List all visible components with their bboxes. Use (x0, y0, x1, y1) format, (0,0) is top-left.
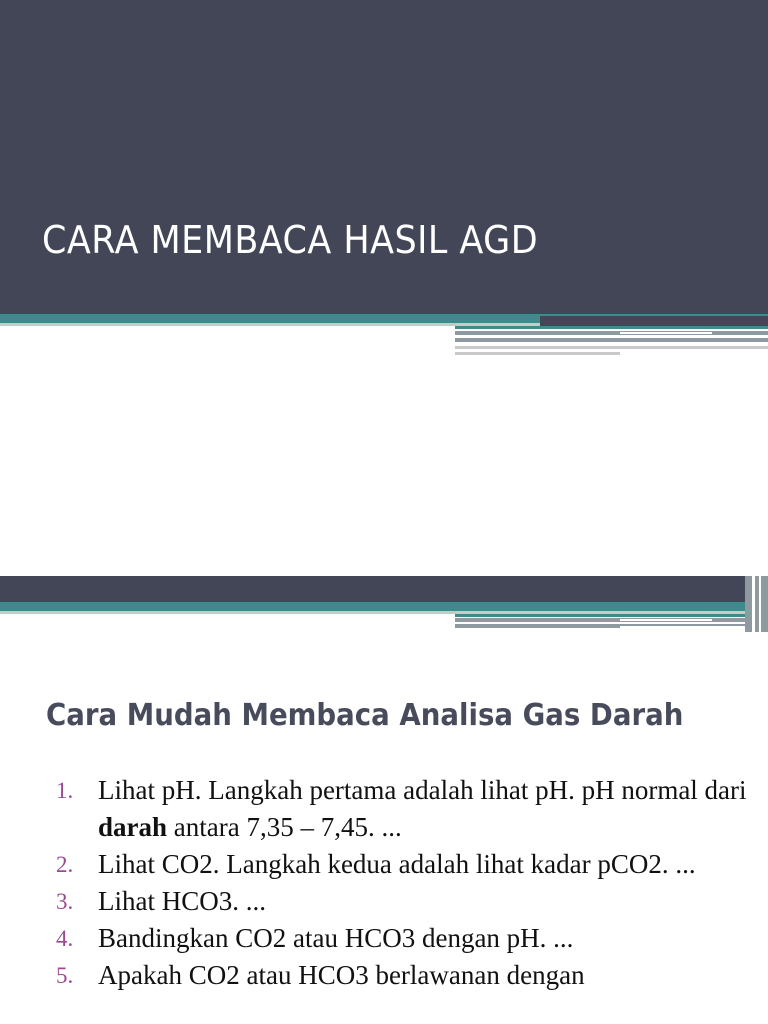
decor-line (455, 331, 768, 335)
decor-line (455, 614, 745, 617)
header-stripe (0, 602, 768, 611)
list-text (98, 886, 266, 916)
decor-line (620, 332, 712, 334)
list-text (98, 849, 696, 879)
list-item (52, 846, 752, 883)
list-number: 4. (56, 926, 74, 951)
decor-line (620, 342, 755, 344)
header-stripe-accent (540, 316, 768, 326)
list-item (52, 957, 752, 994)
decor-line (455, 326, 768, 329)
decor-line (455, 346, 768, 349)
corner-accent (745, 576, 768, 632)
decor-line (455, 352, 620, 355)
corner-accent-line (759, 576, 761, 632)
list-item (52, 772, 752, 846)
list-text-part: antara 7,35 – 7,45. ... (167, 812, 402, 842)
list-text-emphasis: darah (98, 812, 168, 842)
list-text-part: Lihat CO2. Langkah kedua adalah lihat kadar pCO2. ... (98, 849, 696, 879)
list-number: 1. (56, 778, 74, 803)
slide-title: CARA MEMBACA HASIL AGD (42, 218, 539, 262)
list-number: 5. (56, 963, 74, 988)
list-text-part: Lihat HCO3. ... (98, 886, 266, 916)
list-number: 3. (56, 889, 74, 914)
content-slide (0, 576, 768, 1024)
list-text (98, 923, 573, 953)
list-text (98, 775, 747, 842)
list-text-part: Bandingkan CO2 atau HCO3 dengan pH. ... (98, 923, 574, 953)
steps-list (52, 772, 752, 994)
decor-line (620, 626, 745, 628)
list-text-part: Apakah CO2 atau HCO3 berlawanan dengan (98, 960, 585, 990)
corner-accent-line (752, 576, 755, 632)
title-band (0, 0, 768, 316)
list-item (52, 883, 752, 920)
slide-subtitle: Cara Mudah Membaca Analisa Gas Darah (46, 698, 684, 733)
decor-line (620, 619, 712, 621)
list-text-part: Lihat pH. Langkah pertama adalah lihat pH. pH normal dari (98, 775, 747, 805)
header-band (0, 576, 768, 602)
list-text (98, 960, 585, 990)
list-number: 2. (56, 852, 74, 877)
list-item (52, 920, 752, 957)
